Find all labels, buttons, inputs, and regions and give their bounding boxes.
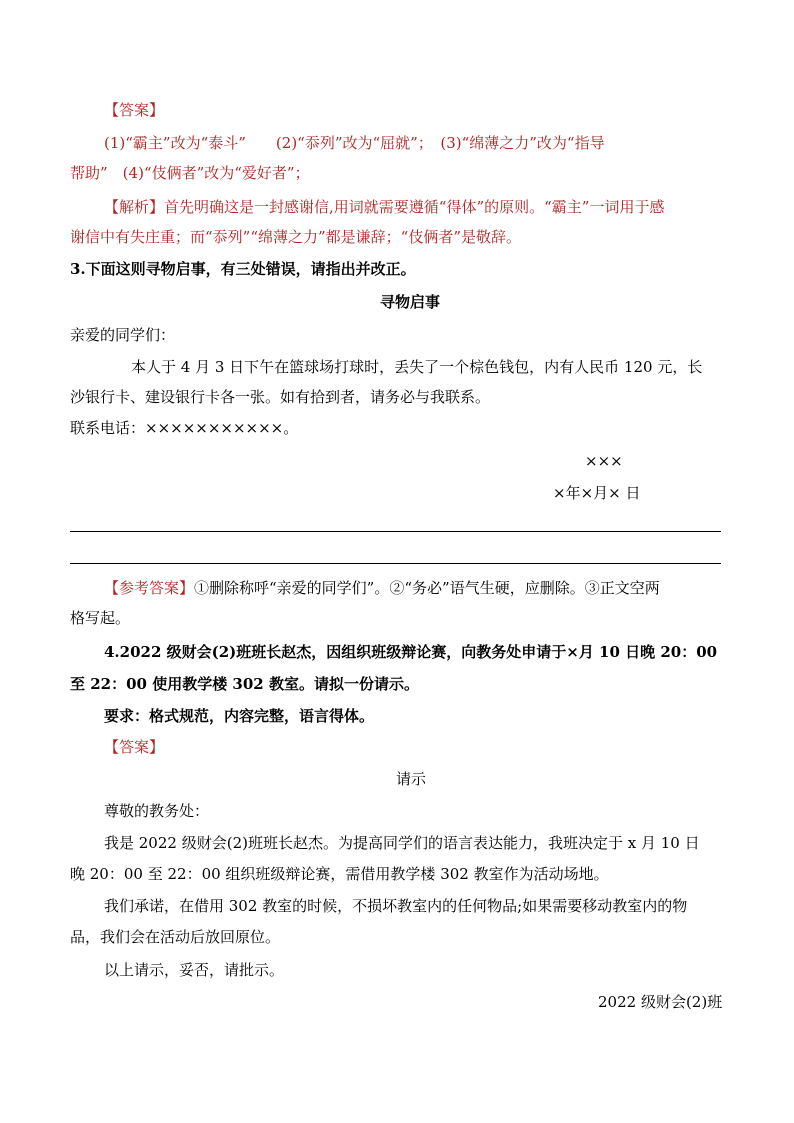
notice-signature: ××× bbox=[585, 452, 623, 470]
request-title: 请示 bbox=[396, 770, 427, 788]
answer-2-label: 【答案】 bbox=[104, 738, 165, 756]
question-4-line-1: 4.2022 级财会(2)班班长赵杰，因组织班级辩论赛，向教务处申请于×月 10 日晚 20：00 bbox=[104, 643, 718, 661]
request-greeting: 尊敬的教务处： bbox=[104, 802, 210, 820]
request-para-1-line-2: 晚 20：00 至 22：00 组织班级辩论赛，需借用教学楼 302 教室作为活动场地。 bbox=[70, 865, 609, 883]
analysis-line-1 bbox=[104, 197, 664, 217]
notice-body-line-1: 本人于 4 月 3 日下午在篮球场打球时，丢失了一个棕色钱包，内有人民币 120 元，长 bbox=[131, 358, 703, 376]
notice-phone: 联系电话：×××××××××××。 bbox=[70, 419, 299, 437]
question-3-stem: 3.下面这则寻物启事，有三处错误，请指出并改正。 bbox=[70, 260, 416, 278]
question-4-line-2: 至 22：00 使用教学楼 302 教室。请拟一份请示。 bbox=[70, 675, 419, 693]
request-para-2-line-1: 我们承诺，在借用 302 教室的时候，不损坏教室内的任何物品;如果需要移动教室内的物 bbox=[104, 897, 688, 915]
notice-title: 寻物启事 bbox=[380, 293, 441, 311]
analysis-line-2: 谢信中有失庄重；而“忝列”“绵薄之力”都是谦辞；“伎俩者”是敬辞。 bbox=[70, 228, 522, 246]
answer-blank-line-1 bbox=[70, 531, 721, 532]
reference-answer-line-1 bbox=[104, 578, 660, 598]
reference-answer-label: 【参考答案】 bbox=[104, 579, 195, 597]
answer-line-2: 帮助” (4)“伎俩者”改为“爱好者”； bbox=[70, 164, 310, 182]
answer-line-1: (1)“霸主”改为“泰斗” (2)“忝列”改为“屈就”； (3)“绵薄之力”改为“指导 bbox=[104, 134, 605, 152]
request-para-1-line-1: 我是 2022 级财会(2)班班长赵杰。为提高同学们的语言表达能力，我班决定于 x 月 10 日 bbox=[104, 834, 700, 852]
request-signature: 2022 级财会(2)班 bbox=[598, 993, 723, 1011]
reference-answer-line-2: 格写起。 bbox=[70, 609, 131, 627]
analysis-text: 首先明确这是一封感谢信,用词就需要遵循“得体”的原则。“霸主”一词用于感 bbox=[164, 198, 665, 216]
request-para-2-line-2: 品，我们会在活动后放回原位。 bbox=[70, 928, 281, 946]
analysis-label: 【解析】 bbox=[104, 198, 165, 216]
question-4-requirement: 要求：格式规范，内容完整，语言得体。 bbox=[104, 707, 375, 725]
notice-date: ×年×月× 日 bbox=[553, 484, 641, 502]
reference-answer-text: ①删除称呼“亲爱的同学们”。②“务必”语气生硬，应删除。③正文空两 bbox=[194, 579, 660, 597]
notice-greeting: 亲爱的同学们： bbox=[70, 326, 176, 344]
answer-blank-line-2 bbox=[70, 563, 721, 564]
request-closing: 以上请示，妥否，请批示。 bbox=[104, 961, 285, 979]
notice-body-line-2: 沙银行卡、建设银行卡各一张。如有拾到者，请务必与我联系。 bbox=[70, 388, 491, 406]
answer-label: 【答案】 bbox=[104, 101, 165, 119]
